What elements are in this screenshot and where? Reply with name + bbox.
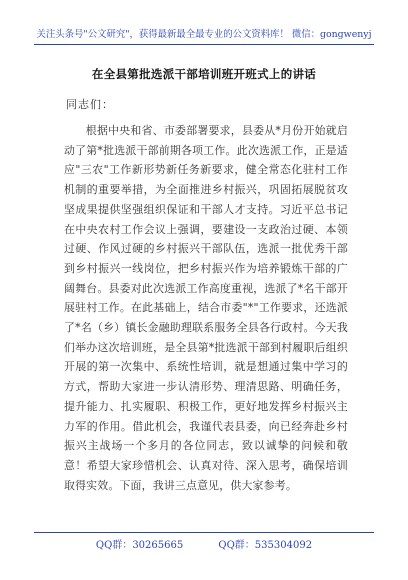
qq-group-2: QQ群：535304092: [218, 540, 313, 551]
document-title: 在全县第批选派干部培训班开班式上的讲话: [91, 67, 317, 81]
qq-group-1: QQ群：30265665: [95, 540, 184, 551]
footer-contacts: [0, 536, 408, 551]
header-banner: 关注头条号"公文研究"，获得最新最全最专业的公文资料库！ 微信：gongwenyj: [36, 29, 372, 40]
salutation: 同志们：: [66, 98, 114, 111]
body-paragraph: 根据中央和省、市委部署要求，县委从*月份开始就启动了第*批选派干部前期各项工作。此次选派工作，正是适应"三农"工作新形势新任务新要求，健全常态化驻村工作机制的重要举措，为全面推进乡村振兴，巩固拓展脱贫攻坚成果提供坚强组织保证和干部人才支持。习近平总书记在中央农村工作会议上强调，要建设一支政治过硬、本领过硬、作风过硬的乡村振兴干部队伍，选派一批优秀干部到乡村振兴一线岗位，把乡村振兴作为培养锻炼干部的广阔舞台。县委对此次选派工作高度重视，选派了*名干部开展驻村工作。在此基础上，结合市委"*"工作要求，还选派了*名（乡）镇长金融助理联系服务全县各行政村。今天我们举办这次培训班，是全县第*批选派干部到村履职后组织开展的第一次集中、系统性培训，就是想通过集中学习的方式，帮助大家进一步认清形势、理清思路、明确任务，提升能力、扎实履职、积极工作，更好地发挥乡村振兴主力军的作用。借此机会，我谨代表县委，向已经奔赴乡村振兴主战场一个多月的各位同志，致以诚挚的问候和敬意！希望大家珍惜机会、认真对待、深入思考，确保培训取得实效。下面，我讲三点意见，供大家参考。: [64, 124, 348, 492]
footer-divider: [34, 532, 374, 533]
header-divider: [34, 44, 374, 45]
